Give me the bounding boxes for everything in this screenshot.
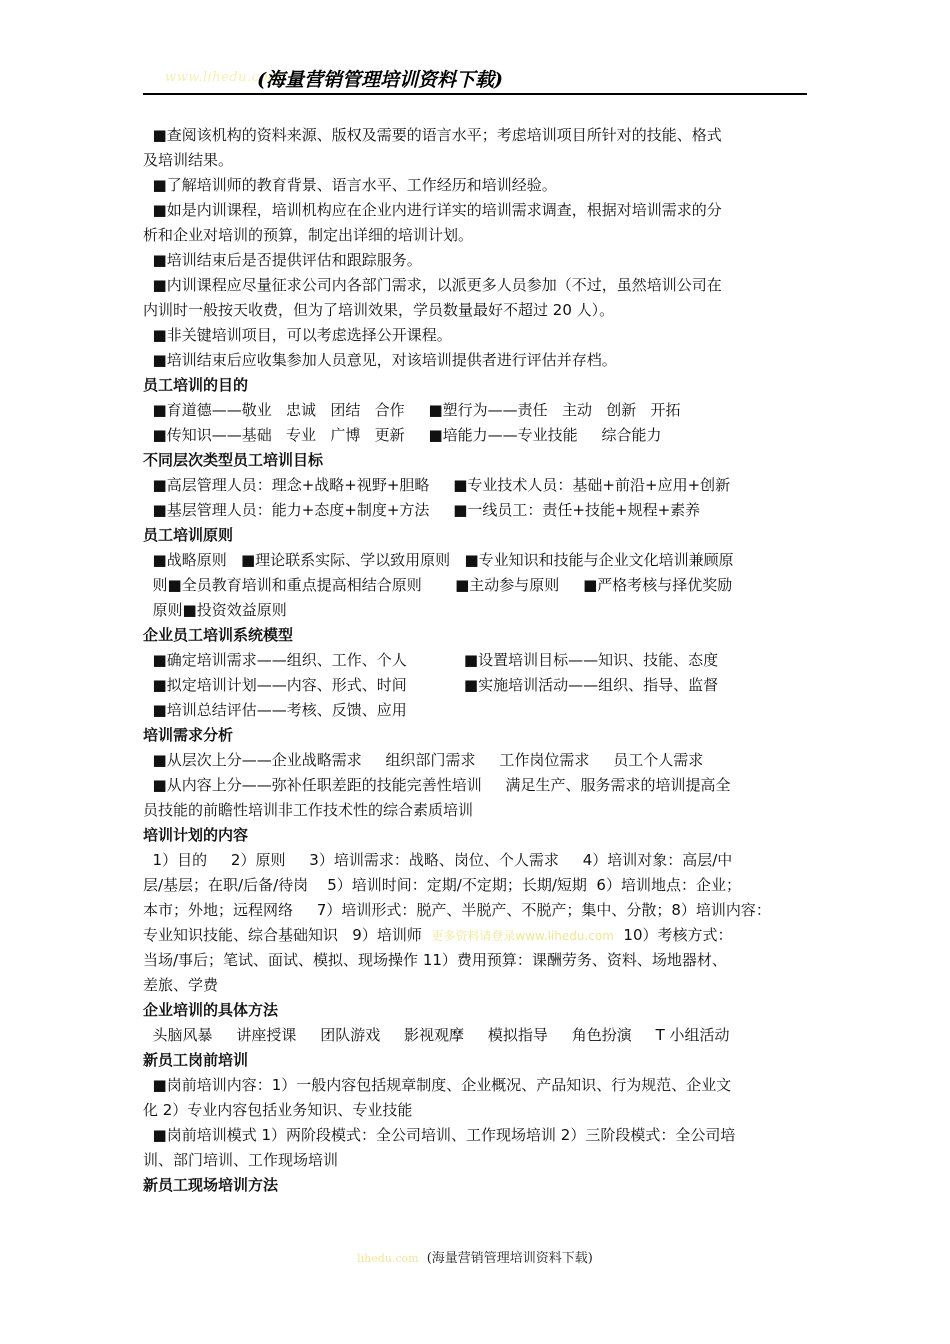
- text-line: [143, 198, 811, 223]
- text-line: [143, 598, 811, 623]
- text-line: [143, 873, 811, 898]
- page-footer: [0, 1247, 950, 1266]
- text-line: [143, 123, 811, 148]
- line-text: 原则■投资效益原则: [143, 601, 287, 619]
- line-text: ■从层次上分——企业战略需求 组织部门需求 工作岗位需求 员工个人需求: [143, 751, 704, 769]
- line-text: ■内训课程应尽量征求公司内各部门需求，以派更多人员参加（不过，虽然培训公司在: [143, 276, 722, 294]
- line-text: ■培训总结评估——考核、反馈、应用: [143, 701, 407, 719]
- line-text: ■岗前培训内容：1）一般内容包括规章制度、企业概况、产品知识、行为规范、企业文: [143, 1076, 732, 1094]
- line-text: 则■全员教育培训和重点提高相结合原则 ■主动参与原则 ■严格考核与择优奖励: [143, 576, 733, 594]
- section-heading: [143, 448, 811, 473]
- line-text: 训、部门培训、工作现场培训: [143, 1151, 339, 1169]
- heading-text: 新员工岗前培训: [143, 1051, 249, 1069]
- line-text: ■岗前培训模式 1）两阶段模式：全公司培训、工作现场培训 2）三阶段模式：全公司培: [143, 1126, 736, 1144]
- text-line: [143, 473, 811, 498]
- line-text: 层/基层；在职/后备/待岗 5）培训时间：定期/不定期；长期/短期 6）培训地点：企业；: [143, 876, 741, 894]
- text-line: [143, 923, 811, 948]
- section-heading: [143, 723, 811, 748]
- document-body: [143, 123, 811, 1198]
- section-heading: [143, 523, 811, 548]
- line-text: ■高层管理人员：理念+战略+视野+胆略 ■专业技术人员：基础+前沿+应用+创新: [143, 476, 731, 494]
- line-text: ■传知识——基础 专业 广博 更新 ■培能力——专业技能 综合能力: [143, 426, 662, 444]
- text-line: [143, 423, 811, 448]
- footer-watermark: lihedu.com: [357, 1252, 419, 1265]
- text-line: [143, 848, 811, 873]
- line-text: 专业知识技能、综合基础知识 9）培训师: [143, 926, 422, 944]
- section-heading: [143, 1173, 811, 1198]
- line-text: ■培训结束后是否提供评估和跟踪服务。: [143, 251, 422, 269]
- text-line: [143, 1123, 811, 1148]
- line-text: 内训时一般按天收费，但为了培训效果，学员数量最好不超过 20 人）。: [143, 301, 615, 319]
- section-heading: [143, 623, 811, 648]
- heading-text: 企业培训的具体方法: [143, 1001, 279, 1019]
- line-text: ■育道德——敬业 忠诚 团结 合作 ■塑行为——责任 主动 创新 开拓: [143, 401, 681, 419]
- line-text: 析和企业对培训的预算，制定出详细的培训计划。: [143, 226, 474, 244]
- section-heading: [143, 1048, 811, 1073]
- heading-text: 企业员工培训系统模型: [143, 626, 294, 644]
- text-line: [143, 798, 811, 823]
- heading-text: 培训需求分析: [143, 726, 234, 744]
- line-text: 本市；外地；远程网络 7）培训形式：脱产、半脱产、不脱产；集中、分散；8）培训内容：: [143, 901, 771, 919]
- page-header: [143, 62, 807, 95]
- heading-text: 新员工现场培训方法: [143, 1176, 279, 1194]
- line-text: ■拟定培训计划——内容、形式、时间 ■实施培训活动——组织、指导、监督: [143, 676, 719, 694]
- line-tail-text: 10）考核方式：: [613, 926, 733, 944]
- text-line: [143, 323, 811, 348]
- text-line: [143, 698, 811, 723]
- line-text: 员技能的前瞻性培训非工作技术性的综合素质培训: [143, 801, 474, 819]
- text-line: [143, 298, 811, 323]
- inline-watermark: 更多资料请登录www.lihedu.com: [431, 929, 614, 943]
- line-text: 当场/事后；笔试、面试、模拟、现场操作 11）费用预算：课酬劳务、资料、场地器材、: [143, 951, 727, 969]
- line-text: 1）目的 2）原则 3）培训需求：战略、岗位、个人需求 4）培训对象：高层/中: [143, 851, 733, 869]
- line-text: ■从内容上分——弥补任职差距的技能完善性培训 满足生产、服务需求的培训提高全: [143, 776, 731, 794]
- text-line: [143, 748, 811, 773]
- line-text: ■确定培训需求——组织、工作、个人 ■设置培训目标——知识、技能、态度: [143, 651, 719, 669]
- section-heading: [143, 373, 811, 398]
- text-line: [143, 273, 811, 298]
- text-line: [143, 173, 811, 198]
- text-line: [143, 1098, 811, 1123]
- text-line: [143, 498, 811, 523]
- heading-text: 员工培训原则: [143, 526, 234, 544]
- text-line: [143, 573, 811, 598]
- section-heading: [143, 823, 811, 848]
- line-text: 差旅、学费: [143, 976, 219, 994]
- line-text: ■了解培训师的教育背景、语言水平、工作经历和培训经验。: [143, 176, 557, 194]
- footer-text: (海量营销管理培训资料下载): [426, 1251, 593, 1266]
- text-line: [143, 673, 811, 698]
- header-watermark: www.lihedu.com: [165, 70, 281, 85]
- text-line: [143, 898, 811, 923]
- text-line: [143, 148, 811, 173]
- text-line: [143, 1073, 811, 1098]
- text-line: [143, 348, 811, 373]
- heading-text: 不同层次类型员工培训目标: [143, 451, 324, 469]
- text-line: [143, 398, 811, 423]
- line-text: ■如是内训课程，培训机构应在企业内进行详实的培训需求调查，根据对培训需求的分: [143, 201, 722, 219]
- line-text: ■查阅该机构的资料来源、版权及需要的语言水平；考虑培训项目所针对的技能、格式: [143, 126, 722, 144]
- text-line: [143, 548, 811, 573]
- heading-text: 员工培训的目的: [143, 376, 249, 394]
- text-line: [143, 648, 811, 673]
- heading-text: 培训计划的内容: [143, 826, 249, 844]
- line-text: ■非关键培训项目，可以考虑选择公开课程。: [143, 326, 452, 344]
- line-text: ■基层管理人员：能力+态度+制度+方法 ■一线员工：责任+技能+规程+素养: [143, 501, 701, 519]
- text-line: [143, 773, 811, 798]
- line-text: 化 2）专业内容包括业务知识、专业技能: [143, 1101, 413, 1119]
- text-line: [143, 973, 811, 998]
- text-line: [143, 223, 811, 248]
- line-text: 及培训结果。: [143, 151, 234, 169]
- text-line: [143, 248, 811, 273]
- text-line: [143, 1023, 811, 1048]
- header-title: (海量营销管理培训资料下载): [257, 69, 503, 91]
- text-line: [143, 1148, 811, 1173]
- text-line: [143, 948, 811, 973]
- line-text: ■培训结束后应收集参加人员意见，对该培训提供者进行评估并存档。: [143, 351, 617, 369]
- line-text: 头脑风暴 讲座授课 团队游戏 影视观摩 模拟指导 角色扮演 T 小组活动: [143, 1026, 730, 1044]
- line-text: ■战略原则 ■理论联系实际、学以致用原则 ■专业知识和技能与企业文化培训兼顾原: [143, 551, 734, 569]
- section-heading: [143, 998, 811, 1023]
